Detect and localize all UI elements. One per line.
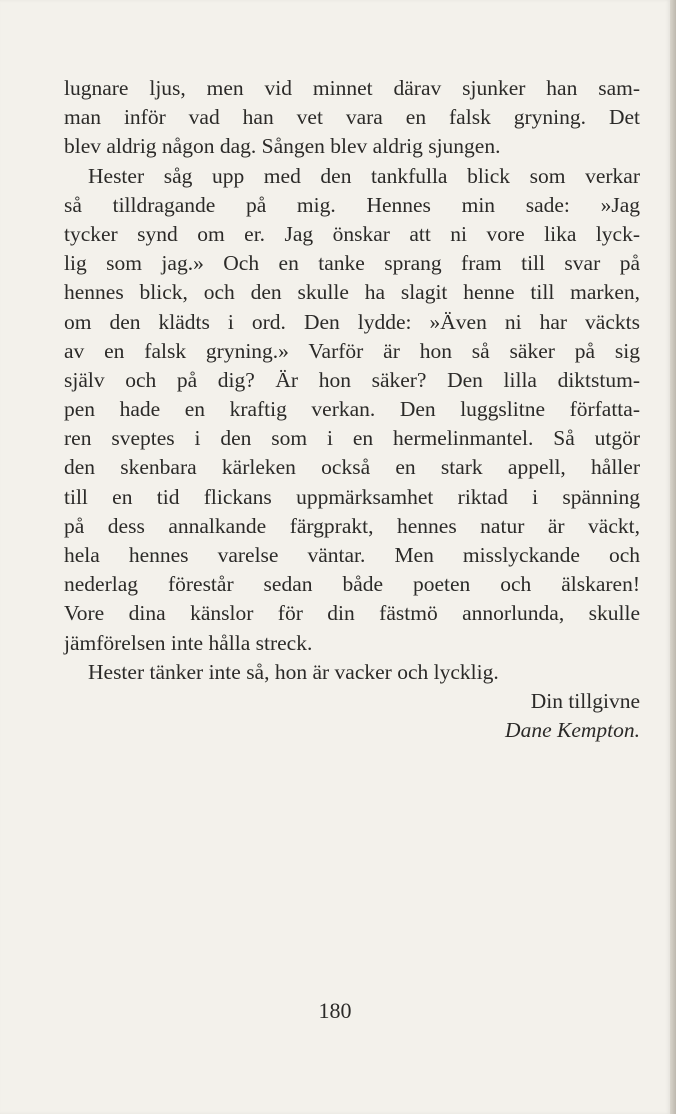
text-line: Hester tänker inte så, hon är vacker och lycklig. (88, 659, 499, 684)
text-line: lig som jag.» Och en tanke sprang fram till svar på (64, 251, 640, 276)
text-line: man inför vad han vet vara en falsk gryning. Det (64, 105, 640, 130)
text-line: om den klädts i ord. Den lydde: »Även ni har väckts (64, 309, 640, 334)
page-edge (670, 0, 676, 1114)
letter-closing: Din tillgivne (530, 688, 640, 713)
text-line: tycker synd om er. Jag önskar att ni vore lika lyck- (64, 221, 640, 246)
text-line: jämförelsen inte hålla streck. (64, 630, 313, 655)
text-line: Vore dina känslor för din fästmö annorlunda, skulle (64, 601, 640, 626)
text-line: på dess annalkande färgprakt, hennes natur är väckt, (64, 513, 640, 538)
text-line: själv och på dig? Är hon säker? Den lilla diktstum- (64, 367, 640, 392)
text-line: pen hade en kraftig verkan. Den luggslitne författa- (64, 397, 640, 422)
text-line: så tilldragande på mig. Hennes min sade: »Jag (64, 192, 640, 217)
text-line: till en tid flickans uppmärksamhet riktad i spänning (64, 484, 640, 509)
text-line: hela hennes varelse väntar. Men misslyckande och (64, 543, 640, 567)
text-line: den skenbara kärleken också en stark appell, håller (64, 455, 640, 480)
page-number: 180 (318, 998, 352, 1023)
text-line: lugnare ljus, men vid minnet därav sjunker han sam- (64, 76, 640, 100)
text-line: Hester såg upp med den tankfulla blick som verkar (88, 163, 640, 188)
letter-signature: Dane Kempton. (505, 718, 640, 743)
text-line: ren sveptes i den som i en hermelinmantel. Så utgör (64, 426, 640, 451)
text-line: av en falsk gryning.» Varför är hon så säker på sig (64, 338, 640, 363)
text-line: nederlag förestår sedan både poeten och älskaren! (64, 572, 640, 597)
text-line: blev aldrig någon dag. Sången blev aldrig sjungen. (64, 134, 501, 159)
body-text (64, 74, 640, 745)
text-line: hennes blick, och den skulle ha slagit henne till marken, (64, 280, 640, 305)
